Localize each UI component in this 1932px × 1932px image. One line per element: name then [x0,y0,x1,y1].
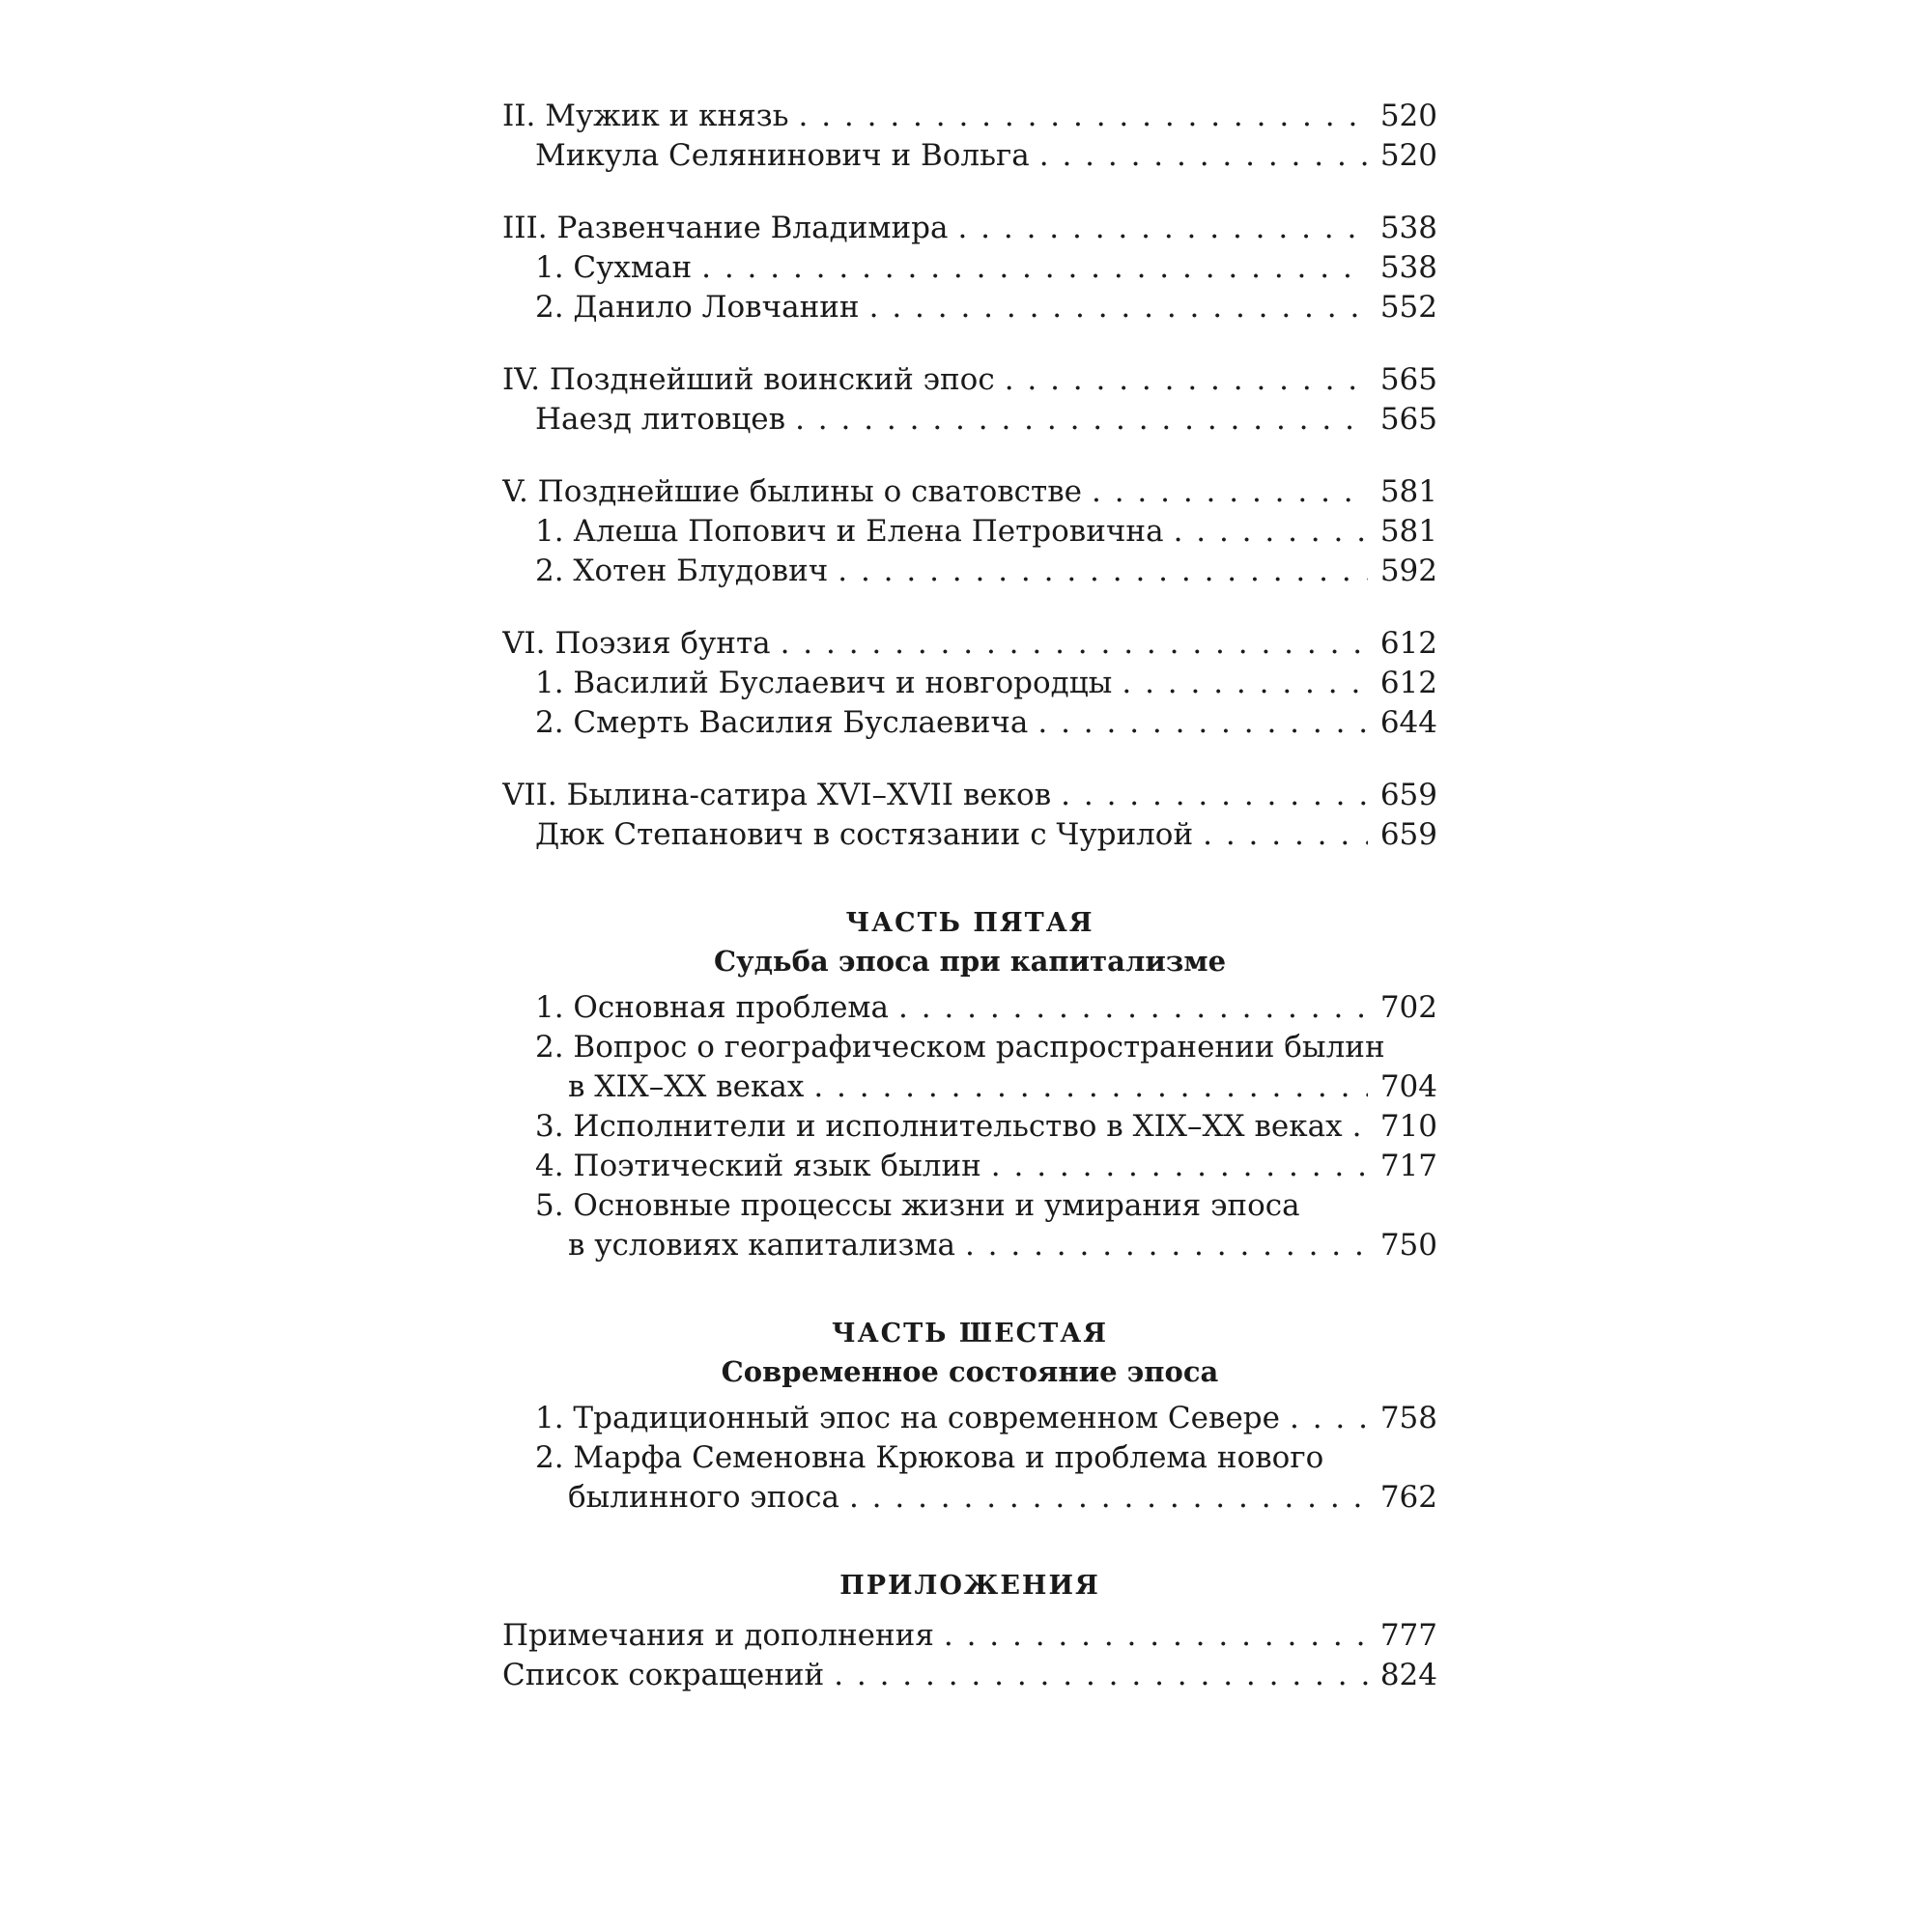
toc-entry-page: 592 [1379,554,1437,588]
toc-entry [502,360,1437,400]
toc-entry-title: 2. Марфа Семеновна Крюкова и проблема нового [535,1440,1324,1475]
toc-entry [502,1616,1437,1656]
toc-entry-title: 2. Данило Ловчанин [535,290,860,325]
toc-entry-title: былинного эпоса [568,1480,839,1515]
toc-entry-title: в условиях капитализма [568,1228,955,1263]
toc-entry-title: 1. Василий Буслаевич и новгородцы [535,666,1113,700]
part-heading: ПРИЛОЖЕНИЯ [839,1571,1100,1601]
toc-entry [502,472,1437,512]
toc-entry-title: 4. Поэтический язык былин [535,1149,981,1183]
table-of-contents [502,97,1437,1695]
toc-entry-page: 520 [1379,138,1437,173]
toc-entry-page: 704 [1379,1069,1437,1104]
toc-entry [502,512,1437,552]
toc-entry-page: 659 [1379,778,1437,812]
toc-entry-page: 758 [1379,1401,1437,1435]
toc-entry-page: 520 [1379,99,1437,133]
toc-entry [502,97,1437,136]
toc-entry-page: 612 [1379,626,1437,661]
part-heading: ЧАСТЬ ШЕСТАЯ [831,1319,1109,1349]
toc-entry [502,664,1437,703]
toc-entry-page: 538 [1379,211,1437,245]
toc-entry-page: 710 [1379,1109,1437,1144]
toc-entry [502,288,1437,327]
toc-entry-title: VI. Поэзия бунта [502,626,771,661]
toc-entry [502,1656,1437,1695]
toc-entry [502,776,1437,815]
toc-entry-page: 565 [1379,362,1437,397]
toc-entry [502,1399,1437,1438]
toc-entry-page: 552 [1379,290,1437,325]
toc-entry-page: 777 [1379,1618,1437,1653]
toc-entry [502,1067,1437,1107]
toc-entry [502,248,1437,288]
toc-entry-title: Наезд литовцев [535,402,786,437]
toc-entry-title: VII. Былина-сатира XVI–XVII веков [502,778,1052,812]
toc-entry [502,209,1437,248]
toc-entry [502,815,1437,855]
toc-entry-page: 717 [1379,1149,1437,1183]
toc-entry-line [502,1438,1437,1478]
toc-entry-page: 644 [1379,705,1437,740]
toc-entry-title: III. Развенчание Владимира [502,211,949,245]
toc-entry-title: 1. Алеша Попович и Елена Петровична [535,514,1164,549]
toc-entry-page: 824 [1379,1658,1437,1692]
toc-entry-title: IV. Позднейший воинский эпос [502,362,995,397]
toc-entry-page: 581 [1379,514,1437,549]
toc-entry-page: 581 [1379,474,1437,509]
toc-entry-page: 702 [1379,990,1437,1025]
toc-entry-title: Дюк Степанович в состязании с Чурилой [535,817,1194,852]
toc-entry-page: 659 [1379,817,1437,852]
toc-entry-title: 5. Основные процессы жизни и умирания эпоса [535,1188,1300,1223]
toc-entry [502,703,1437,743]
toc-entry [502,988,1437,1028]
toc-entry-title: II. Мужик и князь [502,99,789,133]
part-heading: ЧАСТЬ ПЯТАЯ [845,908,1094,938]
toc-entry-title: 2. Вопрос о географическом распространении былин [535,1030,1385,1065]
toc-entry-page: 762 [1379,1480,1437,1515]
toc-entry-title: Примечания и дополнения [502,1618,934,1653]
toc-entry-title: 2. Смерть Василия Буслаевича [535,705,1029,740]
toc-entry-title: 1. Сухман [535,250,693,285]
toc-entry [502,1147,1437,1186]
toc-entry-page: 565 [1379,402,1437,437]
toc-entry [502,136,1437,176]
part-title: Современное состояние эпоса [721,1355,1219,1388]
part-title: Судьба эпоса при капитализме [713,945,1227,978]
toc-entry [502,1107,1437,1147]
toc-entry-page: 538 [1379,250,1437,285]
toc-entry-line [502,1028,1437,1067]
toc-entry [502,1478,1437,1518]
toc-entry-title: Список сокращений [502,1658,825,1692]
toc-entry [502,1226,1437,1265]
toc-entry [502,400,1437,440]
toc-entry [502,552,1437,591]
toc-entry [502,624,1437,664]
toc-entry-title: в XIX–XX веках [568,1069,805,1104]
toc-entry-page: 612 [1379,666,1437,700]
toc-entry-page: 750 [1379,1228,1437,1263]
toc-entry-title: 3. Исполнители и исполнительство в XIX–XX веках [535,1109,1343,1144]
toc-entry-title: Микула Селянинович и Вольга [535,138,1030,173]
toc-entry-title: V. Позднейшие былины о сватовстве [502,474,1082,509]
toc-entry-title: 1. Основная проблема [535,990,890,1025]
toc-entry-title: 1. Традиционный эпос на современном Севере [535,1401,1280,1435]
toc-entry-title: 2. Хотен Блудович [535,554,829,588]
toc-entry-line [502,1186,1437,1226]
